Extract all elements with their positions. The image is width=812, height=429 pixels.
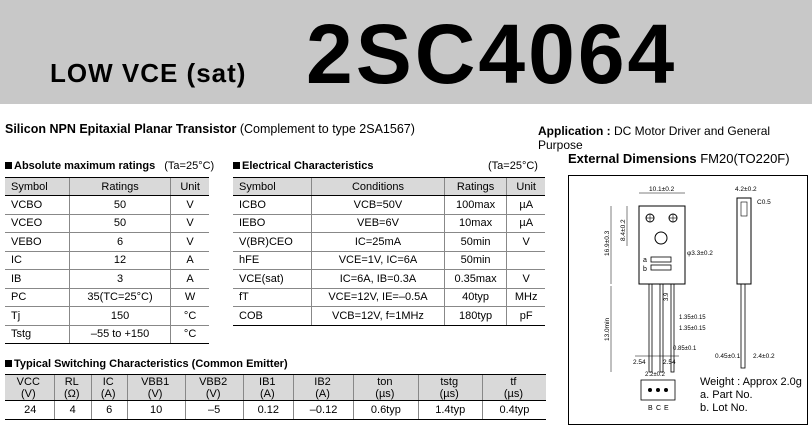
dim-lead-length: 13.0min xyxy=(604,317,611,341)
electrical-cell: VEB=6V xyxy=(312,214,445,233)
table-row xyxy=(5,233,209,252)
electrical-cell: µA xyxy=(507,214,545,233)
center-hole xyxy=(655,232,667,244)
switching-header xyxy=(54,375,91,401)
application-line xyxy=(538,124,812,152)
switching-header-unit: (µs) xyxy=(375,387,395,400)
abs-max-table xyxy=(5,177,209,344)
abs-max-cell: 150 xyxy=(69,307,170,326)
switching-header-symbol: IB1 xyxy=(259,375,276,388)
table-row xyxy=(233,270,545,289)
pin-e-label: E xyxy=(664,405,669,412)
switching-header xyxy=(5,375,54,401)
pin-b-label: B xyxy=(648,405,653,412)
electrical-cell: ICBO xyxy=(233,196,312,215)
abs-max-cell: V xyxy=(171,233,209,252)
electrical-condition: (Ta=25°C) xyxy=(488,160,538,172)
lead-b xyxy=(649,284,652,372)
electrical-cell: V xyxy=(507,233,545,252)
table-row xyxy=(233,233,545,252)
dim-body-t: 3.9 xyxy=(664,292,670,301)
dim-lead-w2: 1.35±0.15 xyxy=(679,326,706,332)
abs-max-cell: VCEO xyxy=(5,214,69,233)
abs-max-cell: –55 to +150 xyxy=(69,325,170,344)
dim-side-width: 4.2±0.2 xyxy=(735,186,757,193)
table-row xyxy=(233,288,545,307)
switching-header-symbol: ton xyxy=(377,375,393,388)
switching-cell: 4 xyxy=(54,401,91,420)
abs-max-cell: VEBO xyxy=(5,233,69,252)
abs-max-cell: Tj xyxy=(5,307,69,326)
electrical-title xyxy=(233,160,373,172)
dim-thickness: 2.4±0.2 xyxy=(753,353,775,360)
dim-chamfer: C0.5 xyxy=(757,199,771,206)
table-row xyxy=(233,251,545,270)
switching-title-text: Typical Switching Characteristics (Common Emitter) xyxy=(14,358,288,370)
switching-header-symbol: tf xyxy=(510,375,517,388)
note-part-no: a. Part No. xyxy=(700,389,753,401)
switching-header-symbol: VBB2 xyxy=(199,375,228,388)
switching-header-symbol: VCC xyxy=(16,375,40,388)
electrical-cell: 50min xyxy=(444,233,507,252)
switching-header xyxy=(293,375,353,401)
switching-cell: –5 xyxy=(185,401,243,420)
switching-header xyxy=(418,375,482,401)
table-row xyxy=(233,307,545,326)
switching-header-symbol: tstg xyxy=(440,375,459,388)
electrical-cell: VCE(sat) xyxy=(233,270,312,289)
switching-table xyxy=(5,374,546,420)
switching-header-symbol: IB2 xyxy=(314,375,331,388)
note-weight: Weight : Approx 2.0g xyxy=(700,376,802,388)
table-row xyxy=(5,325,209,344)
electrical-table xyxy=(233,177,545,326)
note-lot-no: b. Lot No. xyxy=(700,402,748,414)
abs-max-cell: V xyxy=(171,214,209,233)
abs-max-header: Ratings xyxy=(69,178,170,196)
electrical-cell xyxy=(507,251,545,270)
dim-lead-thickness: 0.45±0.1 xyxy=(715,353,741,360)
bullet-square-icon xyxy=(233,162,240,169)
table-row xyxy=(233,214,545,233)
electrical-cell: VCE=12V, IE=–0.5A xyxy=(312,288,445,307)
dim-height: 16.9±0.3 xyxy=(604,230,611,256)
abs-max-cell: 3 xyxy=(69,270,170,289)
electrical-cell: COB xyxy=(233,307,312,326)
switching-header-unit: (A) xyxy=(315,387,330,400)
series-title: LOW VCE (sat) xyxy=(50,58,247,88)
dim-pitch-2: 2.54 xyxy=(663,359,676,366)
electrical-header: Unit xyxy=(507,178,545,196)
mark-b-label: b xyxy=(643,266,647,273)
table-row xyxy=(5,196,209,215)
electrical-cell: fT xyxy=(233,288,312,307)
abs-max-cell: 50 xyxy=(69,214,170,233)
application-label: Application : xyxy=(538,124,611,138)
side-lead xyxy=(741,284,745,368)
abs-max-cell: Tstg xyxy=(5,325,69,344)
application-value: DC Motor Driver and General Purpose xyxy=(538,124,771,152)
switching-header xyxy=(185,375,243,401)
electrical-cell: V(BR)CEO xyxy=(233,233,312,252)
dim-width: 10.1±0.2 xyxy=(649,186,675,193)
abs-max-cell: VCBO xyxy=(5,196,69,215)
switching-header-unit: (V) xyxy=(147,387,163,400)
marking-a-box xyxy=(651,257,671,262)
electrical-cell: V xyxy=(507,270,545,289)
switching-cell: 6 xyxy=(91,401,127,420)
switching-cell: 1.4typ xyxy=(418,401,482,420)
abs-max-header: Symbol xyxy=(5,178,69,196)
table-row xyxy=(5,270,209,289)
electrical-cell: IC=25mA xyxy=(312,233,445,252)
electrical-title-text: Electrical Characteristics xyxy=(242,160,374,172)
dim-tab: 8.4±0.2 xyxy=(620,219,627,241)
switching-header xyxy=(243,375,293,401)
switching-header-symbol: VBB1 xyxy=(141,375,170,388)
abs-max-cell: 50 xyxy=(69,196,170,215)
electrical-cell: VCB=12V, f=1MHz xyxy=(312,307,445,326)
bullet-square-icon xyxy=(5,162,12,169)
electrical-cell: pF xyxy=(507,307,545,326)
dim-pitch-1: 2.54 xyxy=(633,359,646,366)
switching-header-unit: (V) xyxy=(20,387,36,400)
description-title: Silicon NPN Epitaxial Planar Transistor xyxy=(5,122,237,136)
switching-header-symbol: IC xyxy=(102,375,114,388)
external-dimensions-title xyxy=(568,151,790,166)
table-row xyxy=(5,251,209,270)
switching-header xyxy=(482,375,546,401)
part-number: 2SC4064 xyxy=(306,7,678,101)
table-row xyxy=(5,401,546,420)
switching-header-unit: (A) xyxy=(259,387,275,400)
switching-header-unit: (A) xyxy=(100,387,116,400)
abs-max-cell: 12 xyxy=(69,251,170,270)
electrical-cell: 100max xyxy=(444,196,507,215)
electrical-header: Conditions xyxy=(312,178,445,196)
dim-lead-t: 0.85±0.1 xyxy=(673,346,697,352)
dim-pin-pitch: 2.2±0.2 xyxy=(645,372,665,378)
electrical-cell: 10max xyxy=(444,214,507,233)
electrical-cell: IEBO xyxy=(233,214,312,233)
switching-header-unit: (µs) xyxy=(439,387,459,400)
table-row xyxy=(5,214,209,233)
electrical-cell: IC=6A, IB=0.3A xyxy=(312,270,445,289)
switching-header xyxy=(127,375,185,401)
switching-cell: 0.4typ xyxy=(482,401,546,420)
pin-c-label: C xyxy=(656,405,662,412)
abs-max-cell: IC xyxy=(5,251,69,270)
switching-header-unit: (µs) xyxy=(503,387,524,400)
electrical-cell: 0.35max xyxy=(444,270,507,289)
switching-cell: 0.6typ xyxy=(354,401,418,420)
abs-max-cell: 35(TC=25°C) xyxy=(69,288,170,307)
switching-header xyxy=(91,375,127,401)
dim-hole: φ3.3±0.2 xyxy=(687,250,713,257)
abs-max-title xyxy=(5,160,214,172)
table-row xyxy=(233,196,545,215)
switching-cell: 0.12 xyxy=(243,401,293,420)
electrical-cell: 180typ xyxy=(444,307,507,326)
abs-max-cell: PC xyxy=(5,288,69,307)
switching-header-symbol: RL xyxy=(64,375,79,388)
package-name: FM20(TO220F) xyxy=(700,151,790,166)
switching-cell: 24 xyxy=(5,401,54,420)
switching-header-unit: (Ω) xyxy=(63,387,80,400)
ext-title-text: External Dimensions xyxy=(568,151,697,166)
abs-max-cell: °C xyxy=(171,325,209,344)
header-band xyxy=(0,0,812,104)
switching-title xyxy=(5,358,288,370)
mark-a-label: a xyxy=(643,257,647,264)
marking-b-box xyxy=(651,265,671,270)
table-row xyxy=(5,288,209,307)
abs-max-cell: V xyxy=(171,196,209,215)
abs-max-cell: A xyxy=(171,270,209,289)
abs-max-cell: 6 xyxy=(69,233,170,252)
package-notes xyxy=(700,376,802,415)
electrical-cell: 50min xyxy=(444,251,507,270)
abs-max-cell: °C xyxy=(171,307,209,326)
electrical-header: Symbol xyxy=(233,178,312,196)
electrical-header: Ratings xyxy=(444,178,507,196)
electrical-cell: µA xyxy=(507,196,545,215)
dim-lead-w1: 1.35±0.15 xyxy=(679,315,706,321)
abs-max-cell: IB xyxy=(5,270,69,289)
product-description xyxy=(5,122,415,136)
switching-cell: –0.12 xyxy=(293,401,353,420)
abs-max-header: Unit xyxy=(171,178,209,196)
electrical-cell: VCB=50V xyxy=(312,196,445,215)
abs-max-cell: W xyxy=(171,288,209,307)
abs-max-condition: (Ta=25°C) xyxy=(164,160,215,172)
electrical-cell: 40typ xyxy=(444,288,507,307)
electrical-cell: MHz xyxy=(507,288,545,307)
abs-max-cell: A xyxy=(171,251,209,270)
electrical-cell: hFE xyxy=(233,251,312,270)
side-view-body xyxy=(737,198,751,284)
complement-note: (Complement to type 2SA1567) xyxy=(239,122,415,136)
switching-header-unit: (V) xyxy=(205,387,221,400)
switching-header xyxy=(354,375,418,401)
table-row xyxy=(5,307,209,326)
abs-max-title-text: Absolute maximum ratings xyxy=(14,160,156,172)
electrical-cell: VCE=1V, IC=6A xyxy=(312,251,445,270)
bullet-square-icon xyxy=(5,360,12,367)
switching-cell: 10 xyxy=(127,401,185,420)
